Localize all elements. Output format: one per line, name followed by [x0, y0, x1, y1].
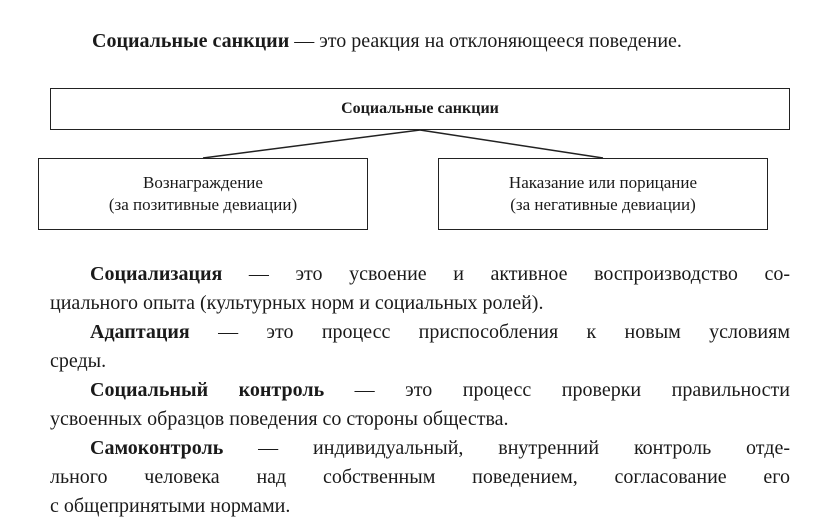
intro-text: — это реакция на отклоняющееся поведение.	[289, 30, 682, 52]
definition-social-control	[50, 376, 790, 434]
definition-text: льного человека над собственным поведением, согласование его	[50, 466, 790, 488]
reward-title: Вознаграждение	[143, 173, 263, 192]
definition-adaptation	[50, 318, 790, 376]
definition-text: среды.	[50, 350, 107, 372]
definition-socialization	[50, 260, 790, 318]
root-box	[50, 88, 790, 130]
punishment-box	[438, 158, 768, 230]
definition-self-control	[50, 434, 790, 521]
definition-text: — это усвоение и активное воспроизводство со-	[222, 263, 790, 285]
definition-term: Социализация	[90, 263, 223, 285]
connector-right	[420, 130, 603, 158]
definition-text: циального опыта (культурных норм и социальных ролей).	[50, 292, 544, 314]
definition-term: Адаптация	[90, 321, 190, 343]
reward-subtitle: (за позитивные девиации)	[108, 195, 298, 214]
definition-text: усвоенных образцов поведения со стороны общества.	[50, 408, 509, 430]
punishment-subtitle: (за негативные девиации)	[510, 195, 696, 214]
definition-term: Социальный контроль	[90, 379, 325, 401]
intro-term: Социальные санкции	[92, 30, 290, 52]
definition-text: с общепринятыми нормами.	[50, 495, 291, 517]
definition-text: — индивидуальный, внутренний контроль отде-	[223, 437, 790, 459]
definition-term: Самоконтроль	[90, 437, 224, 459]
definition-text: — это процесс проверки правильности	[324, 379, 790, 401]
punishment-title: Наказание или порицание	[508, 173, 698, 192]
connector-left	[203, 130, 420, 158]
reward-box	[38, 158, 368, 230]
definition-text: — это процесс приспособления к новым условиям	[189, 321, 790, 343]
intro-sentence	[92, 30, 792, 53]
root-label: Социальные санкции	[341, 100, 499, 117]
